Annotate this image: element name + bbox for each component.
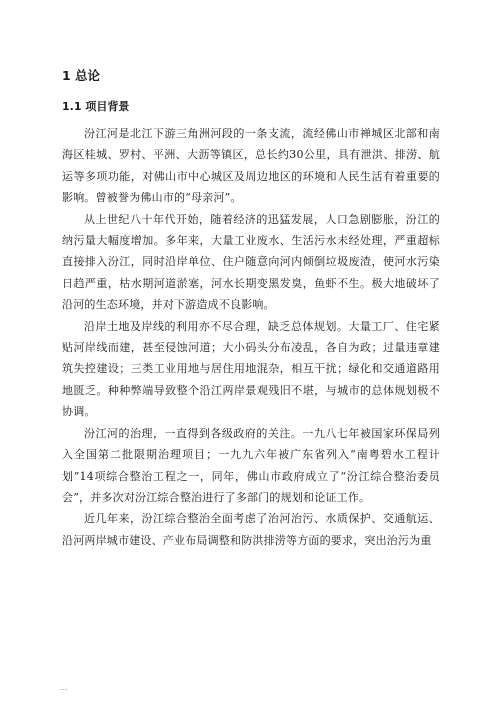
paragraph-2: 从上世纪八十年代开始，随着经济的迅猛发展，人口急剧膨胀，汾江的纳污量大幅度增加。多年来，大量工业废水、生活污水未经处理，严重超标直接排入汾江，同时沿岸单位、住户随意向河内倾倒垃圾废渣，使河水污染日趋严重，枯水期河道淤塞，河水长期变黑发臭，鱼虾不生。极大地破坏了沿河的生态环境，并对下游造成不良影响。 (62, 212, 440, 312)
paragraph-1: 汾江河是北江下游三角洲河段的一条支流，流经佛山市禅城区北部和南海区桂城、罗村、平洲、大沥等镇区，总长约30公里，具有泄洪、排涝、航运等多项功能，对佛山市中心城区及周边地区的环境和人民生活有着重要的影响。曾被誉为佛山市的“母亲河”。 (62, 127, 440, 205)
paragraph-4: 汾江河的治理，一直得到各级政府的关注。一九八七年被国家环保局列入全国第二批限期治理项目；一九九六年被广东省列入“南粤碧水工程计划”14项综合整治工程之一，同年，佛山市政府成立了“汾江综合整治委员会”，并多次对汾江综合整治进行了多部门的规划和论证工作。 (62, 426, 440, 504)
chapter-heading: 1 总论 (62, 68, 101, 83)
footer-mark: ... (60, 683, 68, 692)
body-text (62, 123, 440, 551)
paragraph-5: 近几年来，汾江综合整治全面考虑了治河治污、水质保护、交通航运、沿河两岸城市建设、产业布局调整和防洪排涝等方面的要求，突出治污为重 (62, 512, 440, 547)
section-heading: 1.1 项目背景 (62, 100, 130, 113)
paragraph-3: 沿岸土地及岸线的利用亦不尽合理，缺乏总体规划。大量工厂、住宅紧贴河岸线而建，甚至侵蚀河道；大小码头分布凌乱，各自为政；过量违章建筑失控建设；三类工业用地与居住用地混杂，相互干扰；绿化和交通道路用地匮乏。种种弊端导致整个沿江两岸景观残旧不堪，与城市的总体规划极不协调。 (62, 319, 440, 419)
